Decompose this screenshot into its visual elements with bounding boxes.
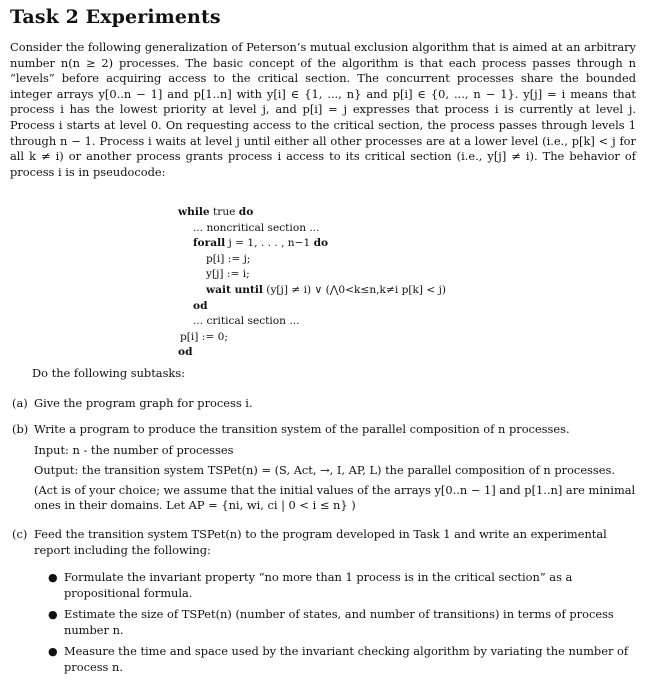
pseudocode-block xyxy=(178,205,498,361)
code-line-reset: p[i] := 0; xyxy=(180,330,228,343)
code-line-od-inner: od xyxy=(193,299,208,312)
code-line-assign-y: y[j] := i; xyxy=(206,268,250,281)
subtask-b-label: (b) xyxy=(12,422,29,436)
list-item: ● Formulate the invariant property “no more than 1 process is in the critical section” as a propositional formula. xyxy=(48,570,573,600)
code-line-forall: forall j = 1, . . . , n−1 do xyxy=(193,237,329,250)
bullet-icon: ● xyxy=(48,608,58,622)
subtask-c-label: (c) xyxy=(12,527,28,541)
intro-paragraph: Consider the following generalization of Peterson’s mutual exclusion algorithm that is aimed at an arbitrary number n(n ≥ 2) processes. The basic concept of the algorithm is that each process passes through n “levels” before acquiring access to the critical section. The concurrent processes share the bounded integer arrays y[0..n − 1] and p[1..n] with y[i] ∈ {1, ..., n} and p[i] ∈ {0, ..., n − 1}. y[j] = i means that process i has the lowest priority at level j, and p[i] = j expresses that process i is currently at level j. Process i starts at level 0. On requesting access to the critical section, the process passes through levels 1 through n − 1. Process i waits at level j until either all other processes are at a lower level (i.e., p[k] < j for all k ≠ i) or another process grants process i access to its critical section (i.e., y[j] ≠ i). The behavior of process i is in pseudocode: xyxy=(10,40,636,179)
subtask-c-bullets xyxy=(48,570,636,682)
subtask-b xyxy=(12,422,636,514)
subtask-a xyxy=(12,396,636,412)
subtask-a-label: (a) xyxy=(12,396,28,410)
page-title: Task 2 Experiments xyxy=(10,6,221,28)
code-line-od-outer: od xyxy=(178,346,193,359)
subtask-c xyxy=(12,527,636,558)
subtask-b-text: Write a program to produce the transition system of the parallel composition of n processes. xyxy=(34,422,570,436)
subtask-a-text: Give the program graph for process i. xyxy=(34,396,253,410)
bullet-icon: ● xyxy=(48,571,58,584)
subtasks-intro: Do the following subtasks: xyxy=(32,366,186,380)
code-line-critical: ... critical section ... xyxy=(193,315,300,328)
subtask-b-output: Output: the transition system TSPet(n) = (S, Act, →, I, AP, L) the parallel composition of n processes. xyxy=(34,463,615,478)
list-item: ● Estimate the size of TSPet(n) (number of states, and number of transitions) in terms of process number n. xyxy=(48,607,614,637)
code-line-wait: wait until (y[j] ≠ i) ∨ (⋀0<k≤n,k≠i p[k] < j) xyxy=(206,283,447,296)
code-line-noncritical: ... noncritical section ... xyxy=(193,221,320,234)
bullet-icon: ● xyxy=(48,645,58,659)
code-line-assign-p: p[i] := j; xyxy=(206,252,251,265)
subtask-c-text: Feed the transition system TSPet(n) to the program developed in Task 1 and write an experimental report including the following: xyxy=(34,527,607,557)
code-line-while: while true do xyxy=(178,206,254,218)
list-item: ● Measure the time and space used by the invariant checking algorithm by variating the number of process n. xyxy=(48,644,629,674)
subtask-b-note: (Act is of your choice; we assume that the initial values of the arrays y[0..n − 1] and p[1..n] are minimal ones in their domains. Let AP = {ni, wi, ci | 0 < i ≤ n} ) xyxy=(34,482,636,513)
subtask-b-input: Input: n - the number of processes xyxy=(34,442,234,457)
